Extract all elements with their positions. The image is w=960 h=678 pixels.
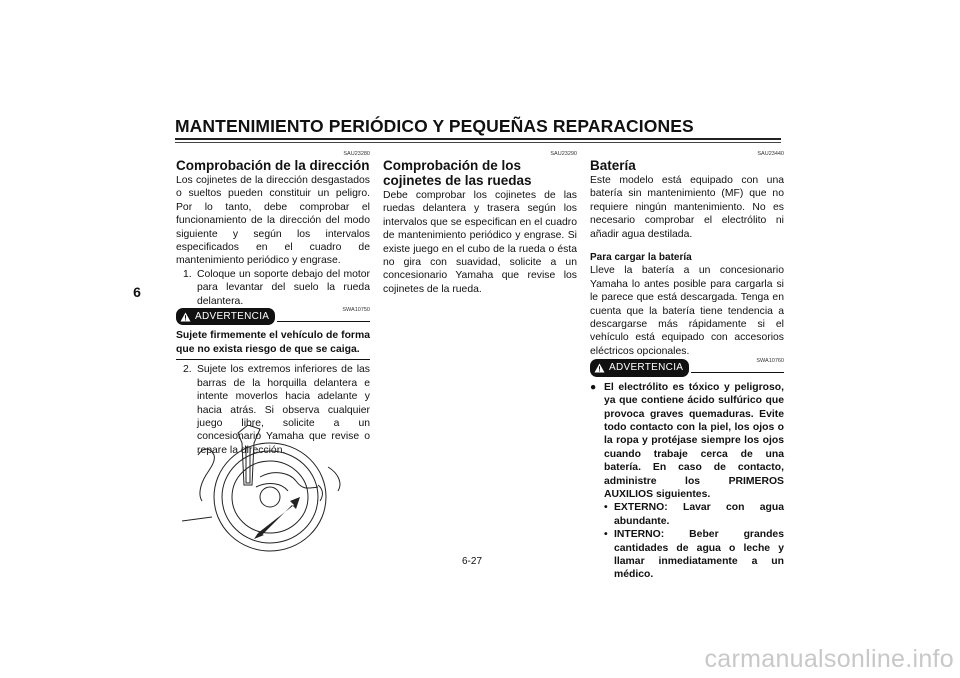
- sub-bullet-internal: [604, 528, 784, 582]
- section-code: SAU23290: [550, 151, 577, 157]
- warning-label: ADVERTENCIA: [195, 311, 270, 323]
- warning-badge: [176, 308, 275, 325]
- bullet-dot-icon: •: [604, 502, 608, 514]
- warning-bullet: [590, 381, 784, 502]
- column-battery: [590, 150, 784, 582]
- warning-rule: [691, 372, 784, 373]
- intro-paragraph: Este modelo está equipado con una batería sin mantenimiento (MF) que no requiere ningún mantenimiento. No es necesario comprobar el electrólito ni añadir agua destilada.: [590, 175, 784, 240]
- warning-text: Sujete firmemente el vehículo de forma que no exista riesgo de que se caiga.: [176, 329, 370, 360]
- header-rule-thin: [175, 142, 781, 143]
- bullet-text: El electrólito es tóxico y peligroso, ya que contiene ácido sulfúrico que provoca graves quemaduras. Evite todo contacto con la piel, los ojos o la ropa y protéjase siempre los ojos cuando trabaje cerca de una batería. En caso de contacto, administre los PRIMEROS AUXILIOS siguientes.: [604, 381, 784, 500]
- warning-code: SWA10760: [756, 358, 784, 365]
- warning-badge: [590, 359, 689, 376]
- subsection-title: Para cargar la batería: [590, 252, 692, 264]
- column-steering: [176, 150, 370, 457]
- section-title: Comprobación de los cojinetes de las ruedas: [383, 158, 532, 188]
- fork-check-illustration: [178, 425, 374, 553]
- intro-paragraph: Los cojinetes de la dirección desgastados o sueltos pueden constituir un peligro. Por lo tanto, debe comprobar el funcionamiento de la dirección del modo siguiente y según los intervalos especificados en el cuadro de mantenimiento periódico y engrase.: [176, 175, 370, 267]
- step-number: 2.: [183, 364, 192, 376]
- chapter-tab: 6: [133, 284, 141, 300]
- column-wheel-bearings: [383, 150, 577, 296]
- section-title: Comprobación de la dirección: [176, 158, 370, 173]
- bullet-dot-icon: •: [604, 529, 608, 541]
- bullet-text: EXTERNO: Lavar con agua abundante.: [614, 502, 784, 527]
- warning-rule: [277, 321, 370, 322]
- warning-code: SWA10750: [342, 307, 370, 314]
- section-paragraph: Debe comprobar los cojinetes de las ruedas delantera y trasera según los intervalos que se especifican en el cuadro de mantenimiento periódico y engrase. Si existe juego en el cubo de la rueda o ésta no gira con suavidad, solicite a un concesionario Yamaha que revise los cojinetes de la rueda.: [383, 190, 577, 295]
- page-header-title: MANTENIMIENTO PERIÓDICO Y PEQUEÑAS REPARACIONES: [175, 116, 694, 136]
- step-text: Coloque un soporte debajo del motor para levantar del suelo la rueda delantera.: [197, 268, 370, 307]
- section-code: SAU23280: [343, 151, 370, 157]
- sub-bullet-external: [604, 501, 784, 528]
- warning-triangle-icon: [180, 312, 191, 322]
- step-number: 1.: [183, 268, 192, 280]
- warning-triangle-icon: [594, 363, 605, 373]
- section-code: SAU23440: [757, 151, 784, 157]
- page-number: 6-27: [462, 556, 483, 567]
- watermark: carmanualsonline.info: [704, 645, 954, 673]
- bullet-text: INTERNO: Beber grandes cantidades de agua o leche y llamar inmediatamente a un médico.: [614, 529, 784, 581]
- step-text: Sujete los extremos inferiores de las barras de la horquilla delantera e intente moverlos hacia adelante y hacia atrás. Si observa cualquier juego libre, solicite a un concesionario Yamaha que revise o repare la dirección.: [197, 364, 370, 456]
- warning-header: [590, 359, 784, 376]
- warning-header: [176, 308, 370, 325]
- warning-label: ADVERTENCIA: [609, 362, 684, 374]
- step-1: [183, 268, 370, 308]
- bullet-dot-icon: ●: [590, 381, 597, 393]
- header-rule-thick: [175, 138, 781, 140]
- section-title: Batería: [590, 158, 636, 173]
- subsection-paragraph: Lleve la batería a un concesionario Yamaha lo antes posible para cargarla si le parece que está descargada. Tenga en cuenta que la batería tiene tendencia a descargarse más rápidamente si el vehículo está equipado con accesorios eléctricos opcionales.: [590, 265, 784, 357]
